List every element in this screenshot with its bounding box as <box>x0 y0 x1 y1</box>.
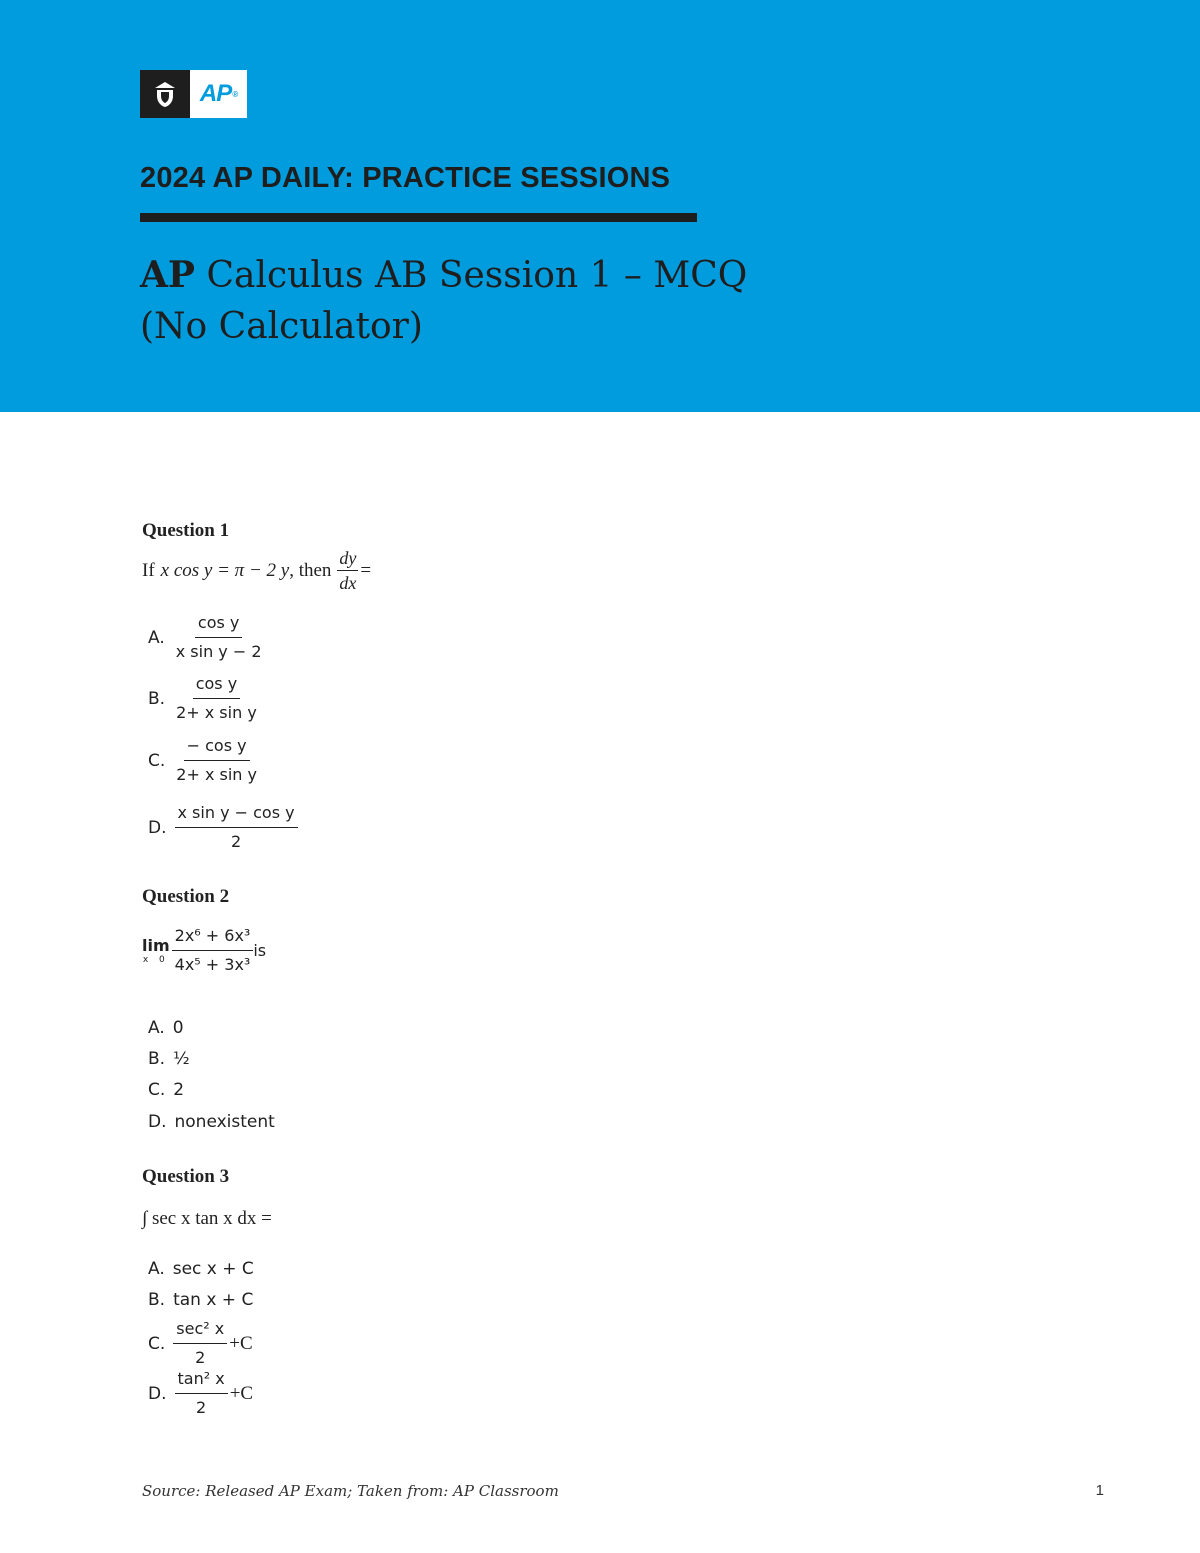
question-2-title: Question 2 <box>142 886 230 907</box>
page-title: AP Calculus AB Session 1 – MCQ (No Calculator) <box>140 254 748 347</box>
question-1-option-b[interactable]: B. $\frac{\text{cos y}}{\text{2+ x sin y}}$ <box>148 674 257 722</box>
question-3-option-a[interactable]: A. sec x + C <box>148 1259 254 1279</box>
question-1-option-c[interactable]: C. $\frac{\text{− cos y}}{\text{2+ x sin y}}$ <box>148 736 257 784</box>
page-number: 1 <box>1095 1482 1104 1499</box>
acorn-icon <box>140 70 190 118</box>
question-2-prompt: lim x 0 $\frac{\text{2x⁶ + 6x³}}{\text{4x⁵ + 3x³}}$ is <box>142 926 267 974</box>
question-3-option-d[interactable]: D. $\frac{\text{tan² x}}{2}$ +C <box>148 1369 254 1417</box>
ap-wordmark: AP ® <box>190 70 247 118</box>
question-2-option-a[interactable]: A. 0 <box>148 1018 184 1038</box>
question-3-option-b[interactable]: B. tan x + C <box>148 1290 254 1310</box>
question-2-option-d[interactable]: D. nonexistent <box>148 1112 275 1132</box>
question-1-option-a[interactable]: A. $\frac{\text{cos y}}{\text{x sin y − 2}}$ <box>148 613 262 661</box>
header-banner <box>0 0 1200 412</box>
question-3-title: Question 3 <box>142 1166 230 1187</box>
header-rule <box>140 213 697 222</box>
question-1-prompt: If x cos y = π − 2 y , then $\frac{dy}{dx}$ = <box>142 548 372 593</box>
question-1-option-d[interactable]: D. $\frac{\text{x sin y − cos y}}{2}$ <box>148 802 298 853</box>
series-kicker: 2024 AP DAILY: PRACTICE SESSIONS <box>140 162 671 194</box>
question-3-option-c[interactable]: C. $\frac{\text{sec² x}}{2}$ +C <box>148 1319 253 1367</box>
question-3-prompt: ∫ sec x tan x dx = <box>142 1208 272 1229</box>
ap-logo <box>140 70 247 118</box>
question-1-title: Question 1 <box>142 520 230 541</box>
footer-source: Source: Released AP Exam; Taken from: AP Classroom <box>142 1482 559 1500</box>
question-2-option-c[interactable]: C. 2 <box>148 1080 185 1100</box>
question-2-option-b[interactable]: B. ½ <box>148 1049 190 1069</box>
